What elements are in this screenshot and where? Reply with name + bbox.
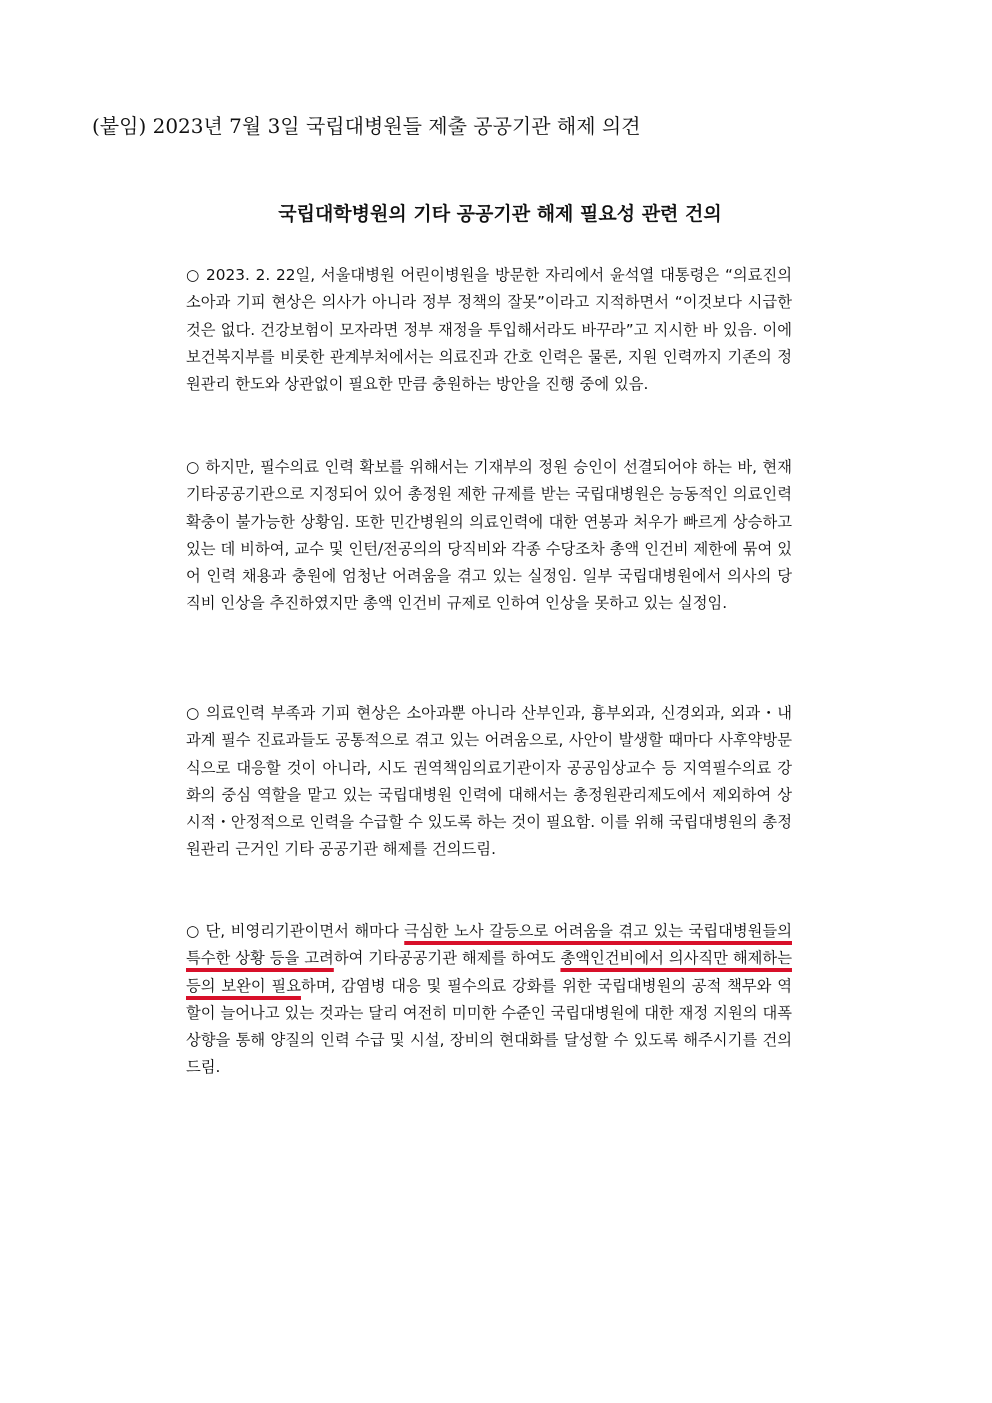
underlined-passage-labor-dispute: 극심한 노사 갈등으로 어려움을 겪고 있는 국립대병원들의 특수한 상황 등을 고려 — [186, 922, 792, 968]
paragraph-4-text: 하며, 감염병 대응 및 필수의료 강화를 위한 국립대병원의 공적 책무와 역할이 늘어나고 있는 것과는 달리 여전히 미미한 수준인 국립대병원에 대한 재정 지원의 대폭 상향을 통해 양질의 인력 수급 및 시설, 장비의 현대화를 달성할 수 있도록 해주시기를 건의드림. — [186, 976, 792, 1077]
paragraph-1: ○ 2023. 2. 22일, 서울대병원 어린이병원을 방문한 자리에서 윤석열 대통령은 “의료진의 소아과 기피 현상은 의사가 아니라 정부 정책의 잘못”이라고 지적하면서 “이것보다 시급한 것은 없다. 건강보험이 모자라면 정부 재정을 투입해서라도 바꾸라”고 지시한 바 있음. 이에 보건복지부를 비롯한 관계부처에서는 의료진과 간호 인력은 물론, 지원 인력까지 기존의 정원관리 한도와 상관없이 필요한 만큼 충원하는 방안을 진행 중에 있음. — [186, 266, 792, 394]
paragraph-2: ○ 하지만, 필수의료 인력 확보를 위해서는 기재부의 정원 승인이 선결되어야 하는 바, 현재 기타공공기관으로 지정되어 있어 총정원 제한 규제를 받는 국립대병원은 능동적인 의료인력 확충이 불가능한 상황임. 또한 민간병원의 의료인력에 대한 연봉과 처우가 빠르게 상승하고 있는 데 비하여, 교수 및 인턴/전공의의 당직비와 각종 수당조차 총액 인건비 제한에 묶여 있어 인력 채용과 충원에 엄청난 어려움을 겪고 있는 실정임. 일부 국립대병원에서 의사의 당직비 인상을 추진하였지만 총액 인건비 규제로 인하여 인상을 못하고 있는 실정임. — [186, 458, 792, 613]
paragraph-4-text: 하여 기타공공기관 해제를 하여도 — [333, 949, 561, 968]
paragraph-4 — [186, 918, 792, 1082]
attachment-heading: (붙임) 2023년 7월 3일 국립대병원들 제출 공공기관 해제 의견 — [92, 114, 641, 138]
document-title: 국립대학병원의 기타 공공기관 해제 필요성 관련 건의 — [278, 203, 722, 225]
paragraph-3: ○ 의료인력 부족과 기피 현상은 소아과뿐 아니라 산부인과, 흉부외과, 신경외과, 외과・내과계 필수 진료과들도 공통적으로 겪고 있는 어려움으로, 사안이 발생할 때마다 사후약방문식으로 대응할 것이 아니라, 시도 권역책임의료기관이자 공공임상교수 등 지역필수의료 강화의 중심 역할을 맡고 있는 국립대병원 인력에 대해서는 총정원관리제도에서 제외하여 상시적・안정적으로 인력을 수급할 수 있도록 하는 것이 필요함. 이를 위해 국립대병원의 총정원관리 근거인 기타 공공기관 해제를 건의드림. — [186, 704, 792, 859]
paragraph-4-text: ○ 단, 비영리기관이면서 해마다 — [186, 922, 405, 940]
underlined-passage-total-labor-cost: 총액인건비에서 의사직만 해제하는 등의 보완이 필요 — [186, 949, 792, 995]
